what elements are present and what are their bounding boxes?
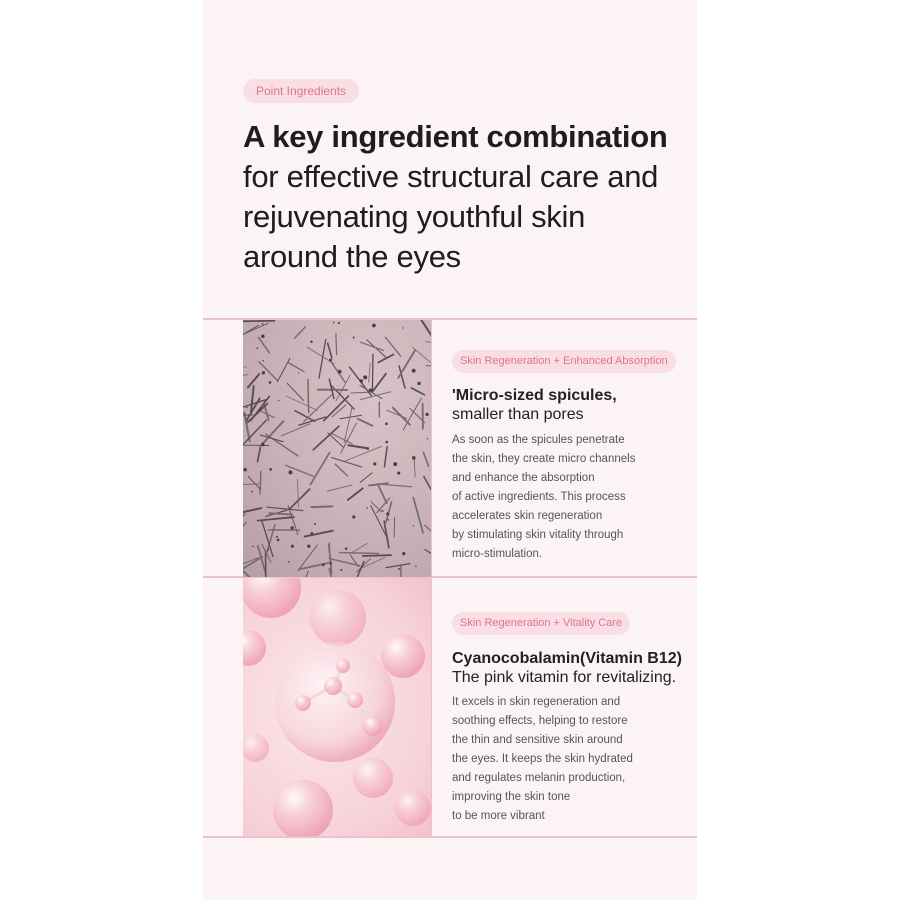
- spicule-speck: [267, 549, 269, 551]
- spicule-needle: [426, 341, 431, 349]
- spicule-needle: [422, 320, 431, 339]
- spicule-speck: [310, 341, 312, 343]
- headline-line: for effective structural care and: [243, 159, 659, 194]
- body-line: improving the skin tone: [452, 791, 571, 803]
- spicule-speck: [397, 471, 400, 474]
- spicule-speck: [345, 547, 348, 550]
- spicule-needle: [369, 363, 371, 382]
- spicule-needle: [319, 339, 326, 378]
- headline-line: around the eyes: [243, 239, 461, 274]
- spicule-needle: [425, 550, 431, 560]
- spicule-needle: [424, 477, 431, 497]
- spicule-speck: [402, 552, 405, 555]
- section-tag: Skin Regeneration + Vitality Care: [452, 612, 630, 635]
- spicule-speck: [388, 519, 390, 521]
- spicule-needle: [413, 498, 423, 533]
- body-line: the thin and sensitive skin around: [452, 734, 623, 746]
- section-subtitle: The pink vitamin for revitalizing.: [452, 669, 677, 686]
- spicule-speck: [261, 335, 265, 339]
- body-line: and enhance the absorption: [452, 472, 595, 484]
- body-line: micro-stimulation.: [452, 548, 543, 560]
- spicule-speck: [288, 470, 292, 474]
- spicule-needle: [308, 380, 309, 413]
- body-line: As soon as the spicules penetrate: [452, 434, 625, 446]
- spicule-needle: [327, 485, 351, 491]
- spicule-needle: [341, 423, 357, 453]
- spicule-needle: [384, 447, 387, 467]
- spicule-speck: [353, 337, 355, 339]
- spicule-needle: [281, 424, 310, 436]
- spicule-speck: [385, 422, 388, 425]
- spicule-speck: [360, 379, 363, 382]
- spicule-needle: [398, 350, 415, 378]
- spicule-needle: [351, 392, 369, 393]
- section-tag: Skin Regeneration + Enhanced Absorption: [452, 350, 676, 373]
- spicule-needle: [305, 531, 333, 537]
- spicule-needle: [384, 521, 389, 548]
- spicule-speck: [386, 512, 389, 515]
- spicule-speck: [243, 468, 246, 471]
- spicule-speck: [382, 510, 384, 512]
- spicule-needle: [260, 435, 283, 442]
- spicule-speck: [277, 539, 280, 542]
- spicule-needle: [358, 561, 364, 576]
- spicule-needle: [243, 522, 246, 542]
- spicules-microscope-image: [243, 320, 431, 577]
- spicule-needle: [259, 362, 278, 381]
- spicule-speck: [290, 526, 293, 529]
- spicule-speck: [338, 370, 342, 374]
- spicule-needle: [360, 342, 383, 350]
- spicule-needle: [358, 419, 373, 426]
- body-line: It excels in skin regeneration and: [452, 696, 621, 708]
- spicule-needle: [296, 571, 308, 577]
- spicule-needle: [384, 485, 412, 487]
- body-line: of active ingredients. This process: [452, 491, 626, 503]
- spicule-needle: [243, 508, 261, 513]
- spicule-speck: [333, 322, 335, 324]
- spicule-speck: [417, 382, 420, 385]
- spicule-speck: [246, 407, 248, 409]
- spicule-speck: [261, 443, 265, 447]
- spicule-needle: [243, 321, 274, 322]
- spicule-needle: [386, 564, 410, 568]
- spicule-speck: [366, 447, 369, 450]
- spicule-needle: [243, 325, 258, 339]
- spicule-speck: [298, 372, 299, 373]
- spicule-speck: [412, 369, 416, 373]
- spicule-needle: [372, 374, 386, 392]
- spicule-needle: [311, 506, 332, 507]
- spicule-needle: [243, 375, 248, 378]
- spicule-speck: [369, 388, 372, 391]
- section-subtitle: smaller than pores: [452, 406, 584, 423]
- body-line: soothing effects, helping to restore: [452, 715, 628, 727]
- spicule-needle: [243, 415, 253, 416]
- spicule-needle: [367, 340, 387, 358]
- spicule-needle: [295, 411, 315, 422]
- spicule-needle: [411, 388, 424, 395]
- spicule-needle: [258, 517, 294, 521]
- spicule-needle: [313, 426, 339, 450]
- spicule-needle: [385, 337, 400, 356]
- spicule-speck: [262, 323, 264, 325]
- spicule-speck: [256, 376, 258, 378]
- spicule-speck: [413, 525, 414, 526]
- body-line: the eyes. It keeps the skin hydrated: [452, 753, 633, 765]
- headline-line: rejuvenating youthful skin: [243, 199, 586, 234]
- spicule-speck: [314, 523, 316, 525]
- spicule-needle: [348, 445, 366, 448]
- spicule-needle: [425, 525, 431, 550]
- section-title-main: Cyanocobalamin(Vitamin B12): [452, 650, 682, 667]
- spicule-needle: [336, 333, 337, 354]
- spicule-speck: [425, 413, 428, 416]
- spicule-needle: [378, 484, 387, 503]
- spicule-speck: [256, 347, 258, 349]
- spicule-needle: [310, 453, 329, 485]
- spicule-needle: [335, 464, 347, 476]
- spicule-needle: [244, 571, 265, 577]
- spicule-speck: [385, 441, 388, 444]
- spicule-needle: [350, 543, 367, 553]
- spicule-speck: [322, 563, 325, 566]
- spicule-speck: [251, 491, 253, 493]
- spicule-needle: [372, 354, 373, 390]
- spicule-needle: [260, 472, 261, 495]
- spicule-speck: [402, 327, 403, 328]
- spicule-speck: [367, 507, 369, 509]
- spicule-needle: [243, 323, 268, 336]
- spicule-speck: [252, 546, 254, 548]
- spicule-needle: [248, 477, 260, 490]
- spicule-needle: [361, 558, 384, 569]
- spicule-speck: [340, 569, 342, 571]
- spicule-speck: [329, 358, 332, 361]
- spicule-needle: [299, 417, 326, 425]
- spicule-needle: [363, 555, 391, 556]
- section-title: [452, 649, 697, 687]
- headline: [243, 117, 683, 277]
- spicule-speck: [373, 462, 376, 465]
- spicule-needle: [394, 517, 395, 537]
- spicule-speck: [269, 381, 272, 384]
- spicule-needle: [360, 473, 372, 482]
- spicule-speck: [363, 375, 367, 379]
- spicule-needle: [289, 489, 310, 509]
- spicule-needle: [257, 447, 260, 461]
- point-ingredients-tag: Point Ingredients: [243, 79, 359, 103]
- spicule-needle: [328, 343, 332, 358]
- spicule-speck: [398, 568, 400, 570]
- spicule-needle: [289, 363, 304, 372]
- spicule-speck: [291, 545, 294, 548]
- spicule-speck: [278, 400, 279, 401]
- spicule-speck: [330, 563, 332, 565]
- spicule-needle: [267, 507, 303, 510]
- body-line: and regulates melanin production,: [452, 772, 626, 784]
- spicule-needle: [259, 338, 270, 353]
- spicule-needle: [294, 327, 305, 338]
- spicule-needle: [378, 354, 393, 362]
- body-line: by stimulating skin vitality through: [452, 529, 624, 541]
- section-title-main: 'Micro-sized spicules,: [452, 387, 617, 404]
- body-line: accelerates skin regeneration: [452, 510, 603, 522]
- spicule-speck: [276, 536, 278, 538]
- spicule-speck: [393, 462, 397, 466]
- spicule-needle: [243, 484, 261, 486]
- spicule-needle: [344, 407, 352, 443]
- spicule-speck: [262, 360, 264, 362]
- divider: [203, 836, 697, 838]
- spicule-needle: [297, 479, 298, 507]
- spicule-needle: [403, 398, 421, 430]
- body-line: to be more vibrant: [452, 810, 545, 822]
- spicule-needle: [340, 553, 379, 554]
- spicule-speck: [372, 324, 376, 328]
- spicule-speck: [262, 371, 265, 374]
- spicule-speck: [311, 532, 314, 535]
- spicule-speck: [338, 322, 340, 324]
- spicule-speck: [415, 565, 416, 566]
- spicule-speck: [427, 438, 428, 439]
- spicule-needle: [423, 452, 428, 466]
- spicule-speck: [352, 515, 355, 518]
- spicule-needle: [348, 488, 363, 500]
- spicule-needle: [330, 360, 345, 382]
- vertical-divider: [431, 320, 432, 836]
- headline-bold: A key ingredient combination: [243, 119, 668, 154]
- pink-bubbles-molecule-image: [243, 578, 431, 836]
- section-body: [452, 693, 692, 826]
- spicule-speck: [269, 468, 272, 471]
- spicule-speck: [307, 545, 310, 548]
- spicule-speck: [412, 456, 416, 460]
- spicule-needle: [278, 358, 290, 381]
- section-body: [452, 431, 692, 564]
- section-title: [452, 386, 697, 424]
- spicule-speck: [288, 561, 290, 563]
- spicule-needle: [426, 366, 431, 367]
- body-line: the skin, they create micro channels: [452, 453, 636, 465]
